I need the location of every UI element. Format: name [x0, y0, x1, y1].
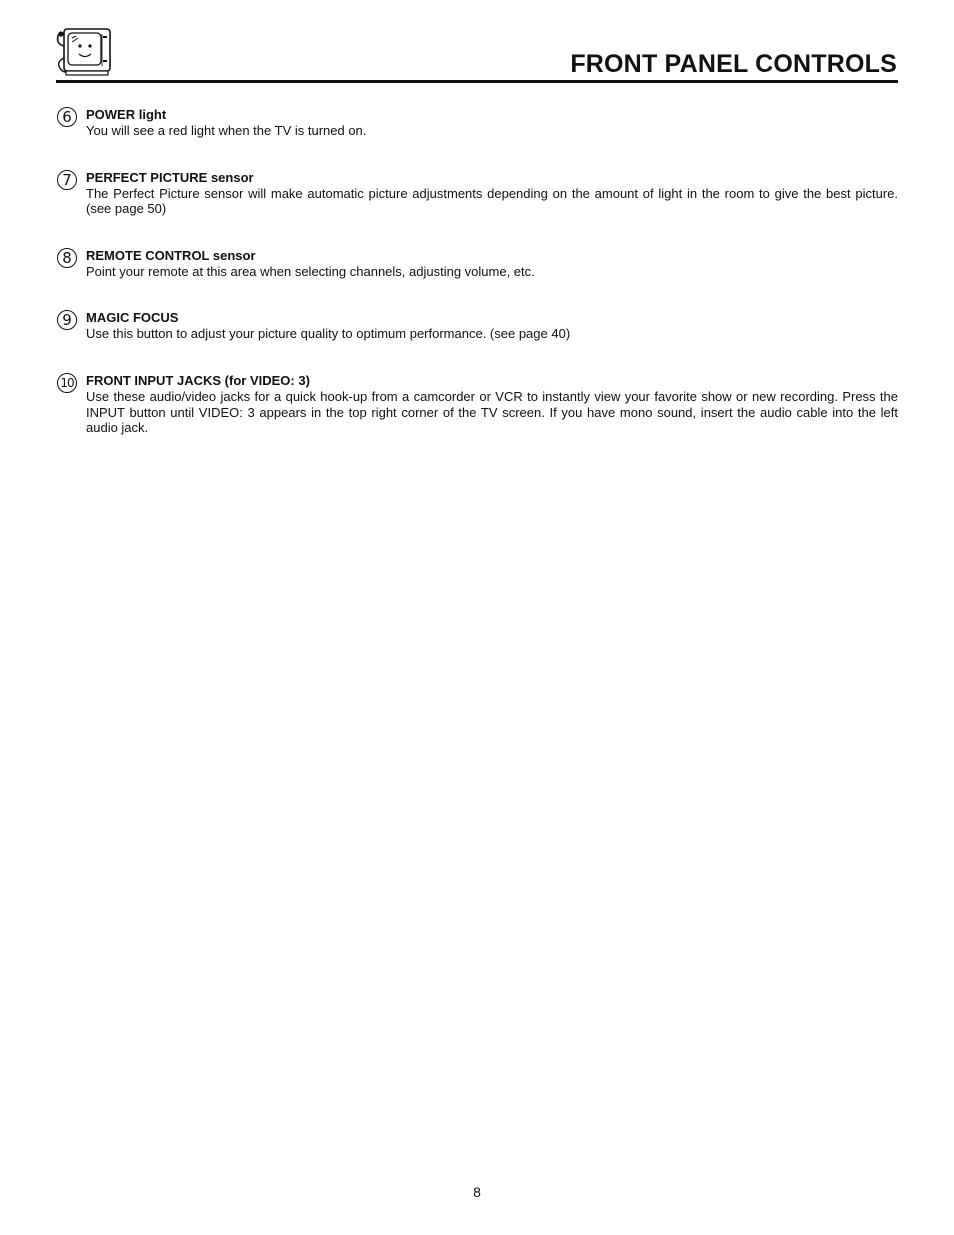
page-number: 8 [473, 1184, 481, 1200]
item-number-badge: 7 [57, 170, 77, 190]
item-description: You will see a red light when the TV is turned on. [86, 123, 367, 138]
item-heading: REMOTE CONTROL sensor [86, 247, 256, 263]
list-item-remote-control-sensor [56, 247, 898, 280]
tv-mascot-icon [52, 26, 114, 78]
item-number-badge: 6 [57, 107, 77, 127]
item-description: Point your remote at this area when selecting channels, adjusting volume, etc. [86, 263, 535, 279]
page-title: FRONT PANEL CONTROLS [570, 50, 897, 78]
controls-list [56, 104, 898, 466]
item-heading: FRONT INPUT JACKS (for VIDEO: 3) [86, 372, 310, 388]
item-description: Use these audio/video jacks for a quick hook-up from a camcorder or VCR to instantly view your favorite show or new recording. Press the INPUT button until VIDEO: 3 appears in the top right corner of the TV screen. If you have mono sound, insert the audio cable into the left audio jack. [86, 388, 898, 436]
title-divider [56, 80, 898, 83]
item-description: The Perfect Picture sensor will make automatic picture adjustments depending on the amount of light in the room to give the best picture. (see page 50) [86, 185, 898, 217]
item-heading: POWER light [86, 107, 167, 122]
list-item-magic-focus [56, 309, 898, 342]
list-item-power-light [56, 106, 898, 139]
item-heading: PERFECT PICTURE sensor [86, 169, 254, 185]
list-item-front-input-jacks [56, 372, 898, 436]
item-heading: MAGIC FOCUS [86, 310, 179, 326]
list-item-perfect-picture-sensor [56, 169, 898, 217]
item-number-badge: 10 [57, 373, 77, 393]
item-number-badge: 8 [57, 248, 77, 268]
item-number-badge: 9 [57, 310, 77, 330]
item-description: Use this button to adjust your picture quality to optimum performance. (see page 40) [86, 326, 571, 342]
